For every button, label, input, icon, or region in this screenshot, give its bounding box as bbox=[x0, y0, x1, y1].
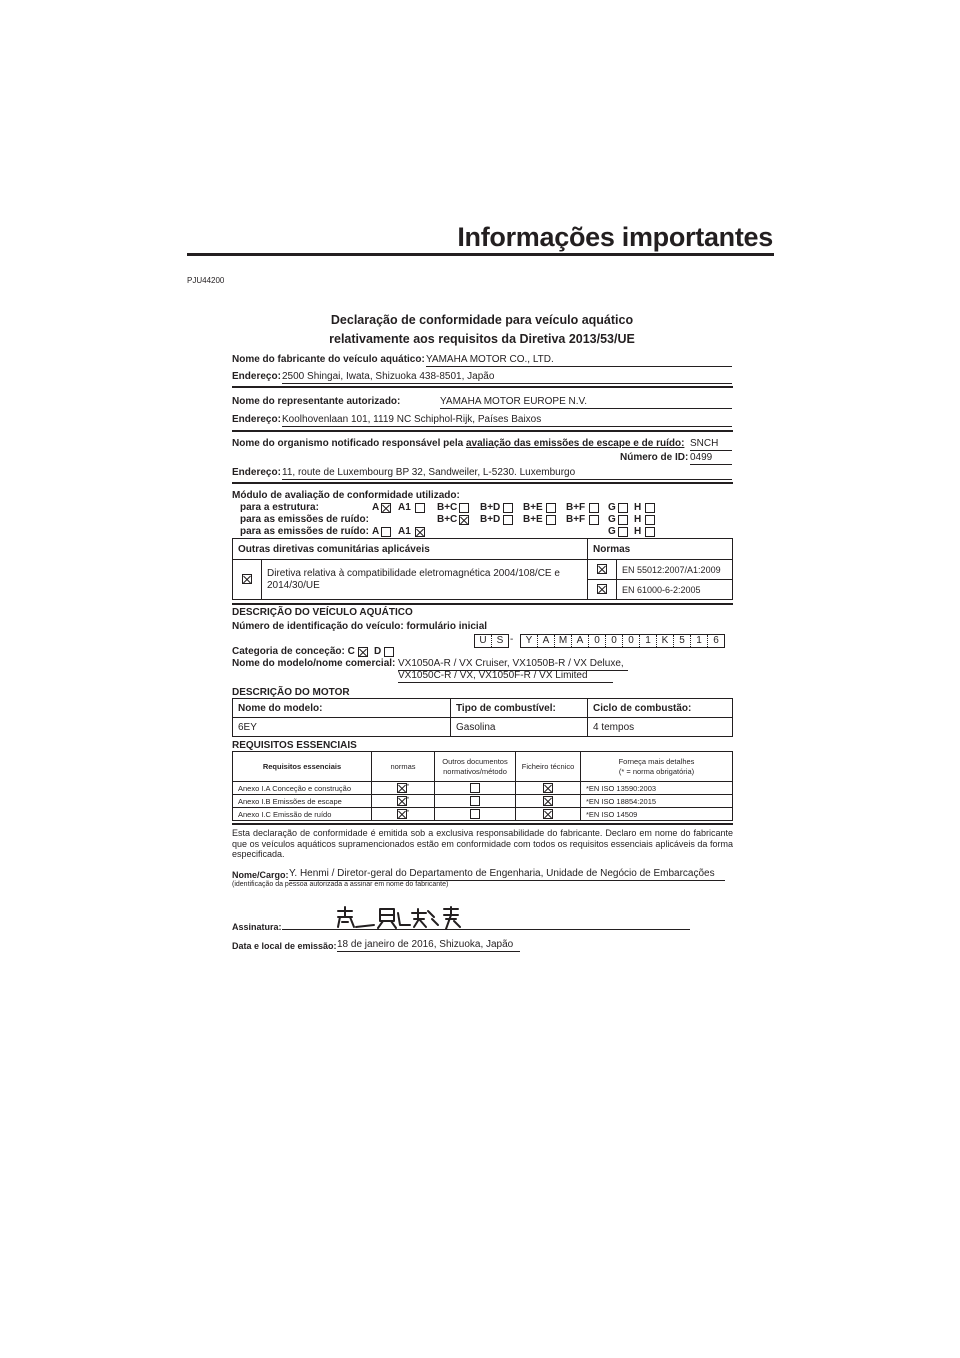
manufacturer-label: Nome do fabricante do veículo aquático: bbox=[232, 354, 425, 365]
vin-dash: - bbox=[510, 634, 514, 645]
model-label: Nome do modelo/nome comercial: bbox=[232, 658, 396, 669]
checkbox-empty bbox=[546, 503, 556, 513]
signature-image bbox=[334, 905, 464, 931]
engine-header-fuel: Tipo de combustível: bbox=[451, 699, 588, 718]
declaration-title-1: Declaração de conformidade para veículo aquático bbox=[330, 313, 634, 327]
module-label: H bbox=[634, 502, 642, 513]
requirements-table bbox=[232, 751, 733, 821]
standards-header: Normas bbox=[588, 539, 733, 560]
notified-body-label: Nome do organismo notificado responsável pela avaliação das emissões de escape e de ruído: bbox=[232, 438, 685, 449]
module-heading: Módulo de avaliação de conformidade utilizado: bbox=[232, 490, 460, 501]
name-note: (identificação da pessoa autorizada a assinar em nome do fabricante) bbox=[232, 881, 449, 888]
checkbox-checked bbox=[358, 647, 368, 657]
module-label: A bbox=[372, 502, 380, 513]
rep-value: YAMAHA MOTOR EUROPE N.V. bbox=[440, 396, 732, 409]
table-row bbox=[233, 795, 733, 808]
checkbox-empty bbox=[589, 503, 599, 513]
header-rule bbox=[187, 253, 774, 256]
req-techfile-cell bbox=[516, 808, 581, 821]
id-label: Número de ID: bbox=[620, 452, 689, 463]
rep-label: Nome do representante autorizado: bbox=[232, 396, 401, 407]
signature-label: Assinatura: bbox=[232, 922, 282, 932]
checkbox-checked bbox=[597, 564, 607, 574]
checkbox-checked bbox=[459, 515, 469, 525]
checkbox-checked bbox=[543, 783, 553, 793]
req-name: Anexo I.A Conceção e construção bbox=[233, 782, 372, 795]
module-row-exhaust: para as emissões de ruído: bbox=[240, 514, 369, 525]
directive-text: Diretiva relativa à compatibilidade eletromagnética 2004/108/CE e 2014/30/UE bbox=[262, 560, 588, 600]
module-label: B+C bbox=[437, 514, 458, 525]
req-other-cell bbox=[435, 795, 516, 808]
section-divider bbox=[232, 603, 733, 605]
document-code: PJU44200 bbox=[187, 276, 225, 285]
rep-address: Koolhovenlaan 101, 1119 NC Schiphol-Rijk, Países Baixos bbox=[282, 414, 732, 427]
checkbox-empty bbox=[503, 503, 513, 513]
checkbox-empty bbox=[415, 503, 425, 513]
vin-label: Número de identificação do veículo: formulário inicial bbox=[232, 621, 488, 632]
req-header-name: Requisitos essenciais bbox=[233, 752, 372, 782]
req-other-cell bbox=[435, 808, 516, 821]
standard-check-cell bbox=[588, 560, 617, 580]
checkbox-empty bbox=[589, 515, 599, 525]
req-detail: *EN ISO 13590:2003 bbox=[581, 782, 733, 795]
name-value: Y. Henmi / Diretor-geral do Departamento de Engenharia, Unidade de Negócio de Embarcações bbox=[289, 868, 725, 881]
checkbox-checked bbox=[543, 796, 553, 806]
checkbox-empty bbox=[645, 503, 655, 513]
req-header-techfile: Ficheiro técnico bbox=[516, 752, 581, 782]
section-divider bbox=[232, 482, 733, 484]
checkbox-checked bbox=[397, 809, 407, 819]
model-line-1: VX1050A-R / VX Cruiser, VX1050B-R / VX Deluxe, bbox=[398, 658, 628, 671]
page-title: Informações importantes bbox=[457, 222, 773, 252]
checkbox-empty bbox=[645, 515, 655, 525]
module-row-structure: para a estrutura: bbox=[240, 502, 319, 513]
checkbox-empty bbox=[381, 527, 391, 537]
checkbox-checked bbox=[397, 783, 407, 793]
checkbox-checked bbox=[397, 796, 407, 806]
manufacturer-address-label: Endereço: bbox=[232, 371, 281, 382]
checkbox-empty bbox=[645, 527, 655, 537]
engine-table bbox=[232, 698, 733, 737]
vehicle-heading: DESCRIÇÃO DO VEÍCULO AQUÁTICO bbox=[232, 607, 413, 618]
table-row bbox=[233, 808, 733, 821]
category-d-label: D bbox=[374, 646, 382, 657]
engine-cycle: 4 tempos bbox=[588, 718, 733, 737]
checkbox-checked bbox=[597, 584, 607, 594]
vin-prefix: U S bbox=[474, 634, 509, 648]
checkbox-empty bbox=[618, 503, 628, 513]
checkbox-empty bbox=[618, 515, 628, 525]
requirements-heading: REQUISITOS ESSENCIAIS bbox=[232, 740, 357, 751]
module-label: B+C bbox=[437, 502, 458, 513]
manufacturer-address: 2500 Shingai, Iwata, Shizuoka 438-8501, Japão bbox=[282, 371, 732, 384]
req-header-norms: normas bbox=[372, 752, 435, 782]
checkbox-checked bbox=[381, 503, 391, 513]
table-row bbox=[233, 782, 733, 795]
req-norm-cell: * bbox=[372, 795, 435, 808]
module-label: A1 bbox=[398, 502, 411, 513]
req-norm-cell: * bbox=[372, 808, 435, 821]
date-label: Data e local de emissão: bbox=[232, 941, 337, 951]
req-techfile-cell bbox=[516, 782, 581, 795]
name-label: Nome/Cargo: bbox=[232, 870, 289, 880]
standard-2: EN 61000-6-2:2005 bbox=[617, 580, 733, 600]
checkbox-empty bbox=[459, 503, 469, 513]
checkbox-checked bbox=[415, 527, 425, 537]
section-divider bbox=[232, 823, 733, 825]
module-label: G bbox=[608, 514, 616, 525]
directives-header: Outras diretivas comunitárias aplicáveis bbox=[233, 539, 588, 560]
directives-table bbox=[232, 538, 733, 600]
body-address: 11, route de Luxembourg BP 32, Sandweiler, L-5230. Luxemburgo bbox=[282, 467, 732, 480]
date-value: 18 de janeiro de 2016, Shizuoka, Japão bbox=[337, 939, 520, 952]
checkbox-checked bbox=[543, 809, 553, 819]
module-label: G bbox=[608, 502, 616, 513]
engine-header-model: Nome do modelo: bbox=[233, 699, 451, 718]
req-name: Anexo I.C Emissão de ruído bbox=[233, 808, 372, 821]
req-techfile-cell bbox=[516, 795, 581, 808]
checkbox-empty bbox=[384, 647, 394, 657]
module-label: G bbox=[608, 526, 616, 537]
directive-check-cell bbox=[233, 560, 262, 600]
req-header-other: Outros documentos normativos/método bbox=[435, 752, 516, 782]
checkbox-empty bbox=[503, 515, 513, 525]
req-header-details: Forneça mais detalhes (* = norma obrigatória) bbox=[581, 752, 733, 782]
checkbox-empty bbox=[546, 515, 556, 525]
module-label: B+D bbox=[480, 514, 501, 525]
req-other-cell bbox=[435, 782, 516, 795]
notified-body-name: SNCH bbox=[690, 438, 732, 451]
checkbox-empty bbox=[618, 527, 628, 537]
engine-header-cycle: Ciclo de combustão: bbox=[588, 699, 733, 718]
engine-heading: DESCRIÇÃO DO MOTOR bbox=[232, 687, 350, 698]
model-line-2: VX1050C-R / VX, VX1050F-R / VX Limited bbox=[398, 670, 613, 683]
checkbox-checked bbox=[242, 574, 252, 584]
req-detail: *EN ISO 14509 bbox=[581, 808, 733, 821]
checkbox-empty bbox=[470, 796, 480, 806]
body-address-label: Endereço: bbox=[232, 467, 281, 478]
checkbox-empty bbox=[470, 783, 480, 793]
rep-address-label: Endereço: bbox=[232, 414, 281, 425]
module-label: A bbox=[372, 526, 380, 537]
module-label: B+E bbox=[523, 502, 543, 513]
standard-1: EN 55012:2007/A1:2009 bbox=[617, 560, 733, 580]
module-label: B+F bbox=[566, 502, 586, 513]
module-label: H bbox=[634, 514, 642, 525]
checkbox-empty bbox=[470, 809, 480, 819]
req-detail: *EN ISO 18854:2015 bbox=[581, 795, 733, 808]
vin-code: Y A M A 0 0 0 1 K 5 1 6 bbox=[520, 634, 725, 648]
req-norm-cell: * bbox=[372, 782, 435, 795]
id-value: 0499 bbox=[690, 452, 732, 465]
module-label: B+E bbox=[523, 514, 543, 525]
req-name: Anexo I.B Emissões de escape bbox=[233, 795, 372, 808]
module-label: B+D bbox=[480, 502, 501, 513]
section-divider bbox=[232, 386, 733, 388]
module-label: A1 bbox=[398, 526, 411, 537]
standard-check-cell bbox=[588, 580, 617, 600]
declaration-title-2: relativamente aos requisitos da Diretiva 2013/53/UE bbox=[329, 332, 635, 346]
manufacturer-value: YAMAHA MOTOR CO., LTD. bbox=[426, 354, 732, 367]
module-label: H bbox=[634, 526, 642, 537]
section-divider bbox=[232, 430, 733, 432]
category-label: Categoria de conceção: C bbox=[232, 646, 355, 657]
conformity-statement: Esta declaração de conformidade é emitida sob a exclusiva responsabilidade do fabricante. Declaro em nome do fabricante que os veículos aquáticos supramencionados estão em conformidade com todos os requisitos essenciais aplicáveis da forma especificada. bbox=[232, 828, 733, 859]
module-row-noise: para as emissões de ruído: bbox=[240, 526, 369, 537]
module-label: B+F bbox=[566, 514, 586, 525]
engine-fuel: Gasolina bbox=[451, 718, 588, 737]
engine-model: 6EY bbox=[233, 718, 451, 737]
